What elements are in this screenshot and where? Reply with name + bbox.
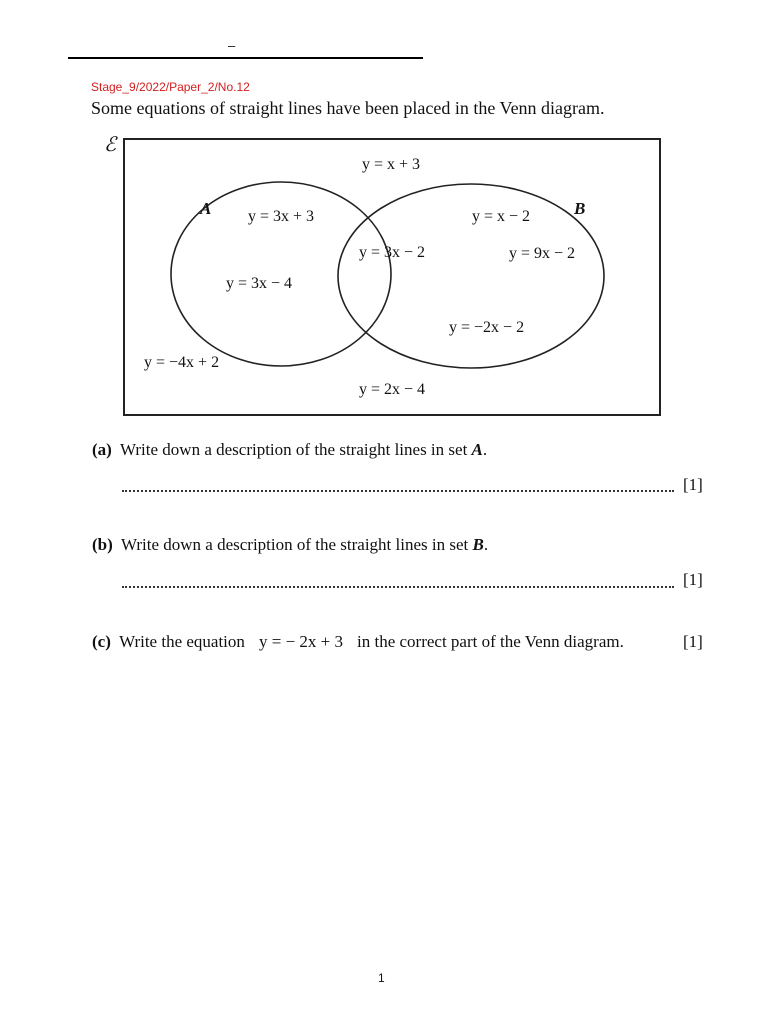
question-reference: Stage_9/2022/Paper_2/No.12 (91, 80, 250, 94)
eq-b-only-3: y = −2x − 2 (449, 319, 525, 336)
answer-line-a[interactable] (122, 490, 674, 492)
venn-diagram (100, 132, 665, 422)
question-b-part: (b) (92, 535, 113, 554)
set-b-circle (338, 184, 604, 368)
question-intro: Some equations of straight lines have been placed in the Venn diagram. (91, 98, 605, 118)
eq-outside-left: y = −4x + 2 (144, 354, 220, 371)
question-c-text-before: Write the equation (119, 632, 245, 651)
universal-set-box (124, 139, 660, 415)
question-a-part: (a) (92, 440, 112, 459)
question-a (92, 440, 487, 460)
eq-intersection: y = 3x − 2 (359, 244, 426, 261)
mark-c: [1] (683, 632, 703, 651)
question-c-part: (c) (92, 632, 111, 651)
question-b-text: Write down a description of the straight lines in set (120, 535, 473, 554)
eq-b-only-1: y = x − 2 (472, 208, 531, 225)
eq-a-only-1: y = 3x + 3 (248, 208, 315, 225)
question-a-set: A (471, 440, 483, 459)
universal-symbol: ℰ (104, 134, 117, 156)
set-a-label: A (200, 199, 212, 218)
question-c-equation: y = − 2x + 3 (259, 632, 344, 651)
header-rule (68, 57, 423, 59)
question-c (92, 632, 245, 652)
eq-outside-bottom: y = 2x − 4 (359, 381, 426, 398)
question-a-end: . (482, 440, 488, 459)
mark-b: [1] (683, 570, 703, 589)
question-c-text-after: in the correct part of the Venn diagram. (357, 632, 624, 651)
question-b (92, 535, 488, 555)
header-dash: – (228, 38, 236, 53)
question-b-set: B (472, 535, 484, 554)
answer-line-b[interactable] (122, 586, 674, 588)
eq-b-only-2: y = 9x − 2 (509, 245, 576, 262)
eq-outside-top: y = x + 3 (362, 156, 421, 173)
question-a-text: Write down a description of the straight lines in set (120, 440, 472, 459)
question-b-end: . (483, 535, 489, 554)
eq-a-only-2: y = 3x − 4 (226, 275, 293, 292)
mark-a: [1] (683, 475, 703, 494)
set-b-label: B (574, 199, 586, 218)
page-number: 1 (378, 971, 385, 985)
